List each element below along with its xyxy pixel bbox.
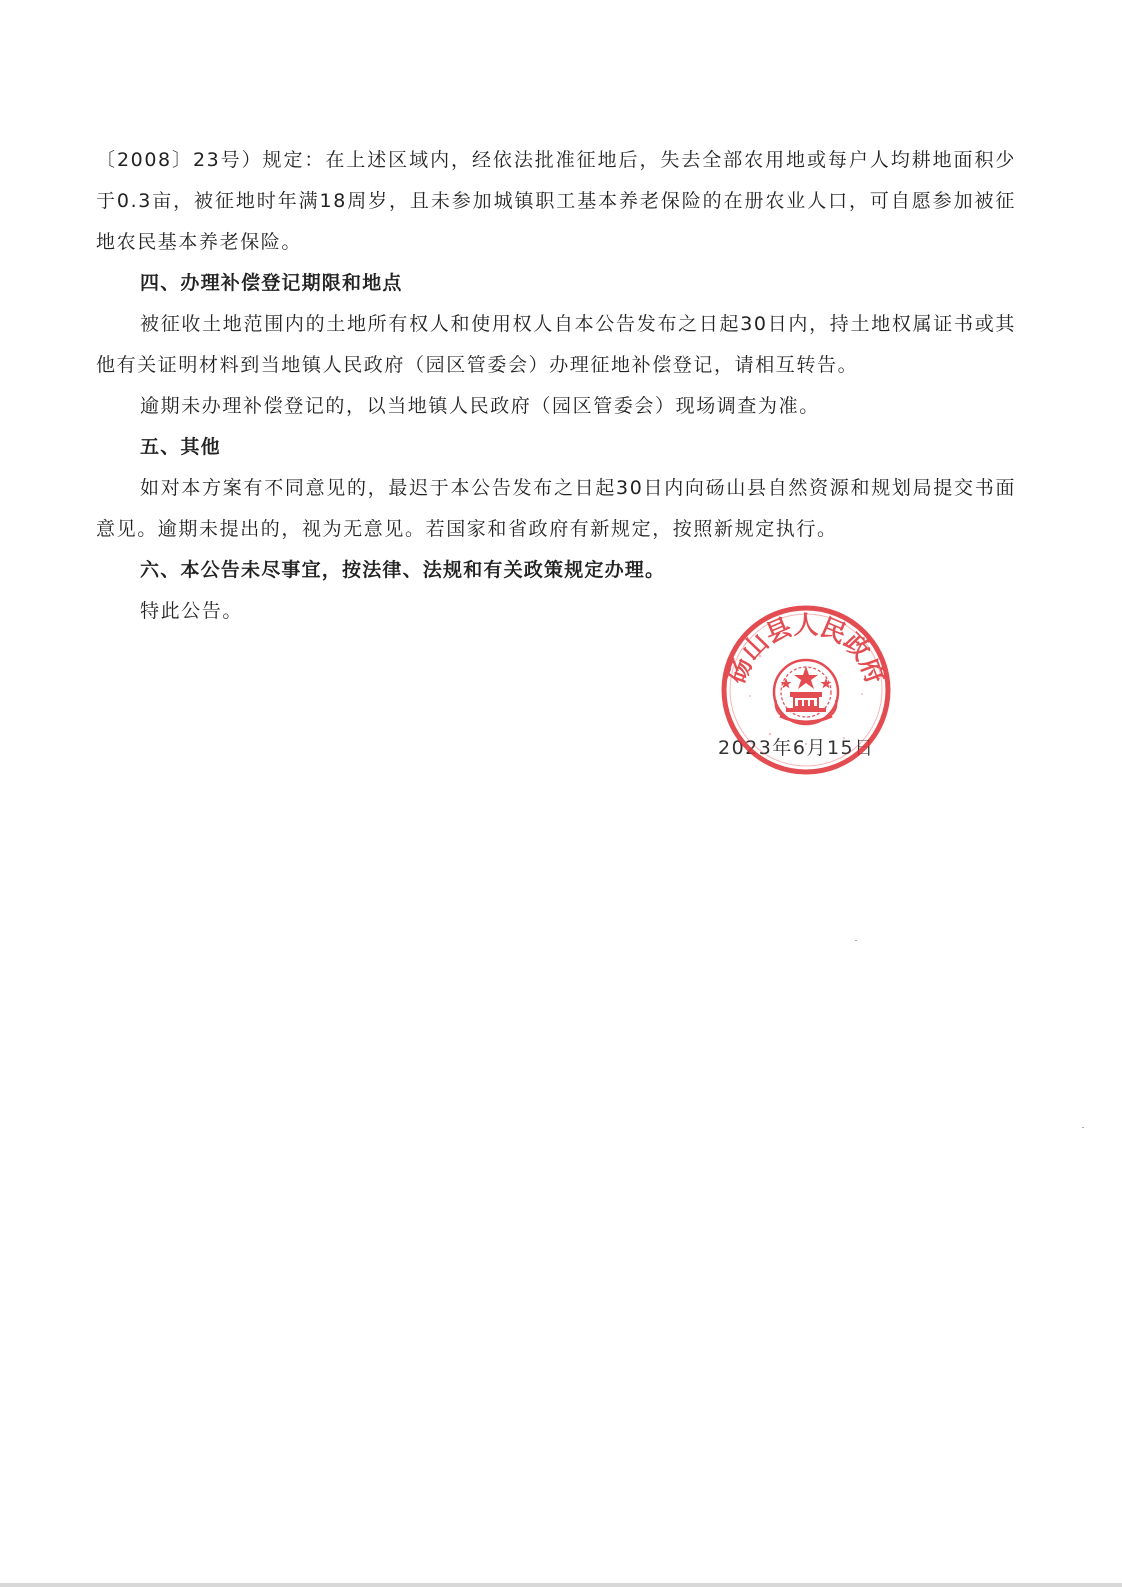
section-heading-other: 五、其他 [140,436,221,458]
government-seal-icon [720,604,892,776]
notice-body [96,140,1016,632]
paragraph-overdue: 逾期未办理补偿登记的，以当地镇人民政府（园区管委会）现场调查为准。 [140,395,820,417]
scan-speck [1082,1127,1084,1128]
paragraph-objection: 如对本方案有不同意见的，最迟于本公告发布之日起30日内向砀山县自然资源和规划局提交书面意见。逾期未提出的，视为无意见。若国家和省政府有新规定，按照新规定执行。 [96,477,1016,540]
national-emblem-icon [774,660,838,724]
paragraph-registration: 被征收土地范围内的土地所有权人和使用权人自本公告发布之日起30日内，持土地权属证书或其他有关证明材料到当地镇人民政府（园区管委会）办理征地补偿登记，请相互转告。 [96,313,1016,376]
paragraph-closing: 特此公告。 [140,600,244,622]
seal-text: 砀山县人民政府 [722,610,890,688]
section-heading-misc: 六、本公告未尽事宜，按法律、法规和有关政策规定办理。 [140,559,666,581]
scan-speck [855,940,857,941]
paragraph-pension-rule: 〔2008〕23号）规定：在上述区域内，经依法批准征地后，失去全部农用地或每户人均耕地面积少于0.3亩，被征地时年满18周岁，且未参加城镇职工基本养老保险的在册农业人口，可自愿参加被征地农民基本养老保险。 [96,149,1016,253]
section-heading-registration: 四、办理补偿登记期限和地点 [140,272,403,294]
issue-date: 2023年6月15日 [718,737,875,759]
scan-bottom-edge [0,1583,1122,1587]
